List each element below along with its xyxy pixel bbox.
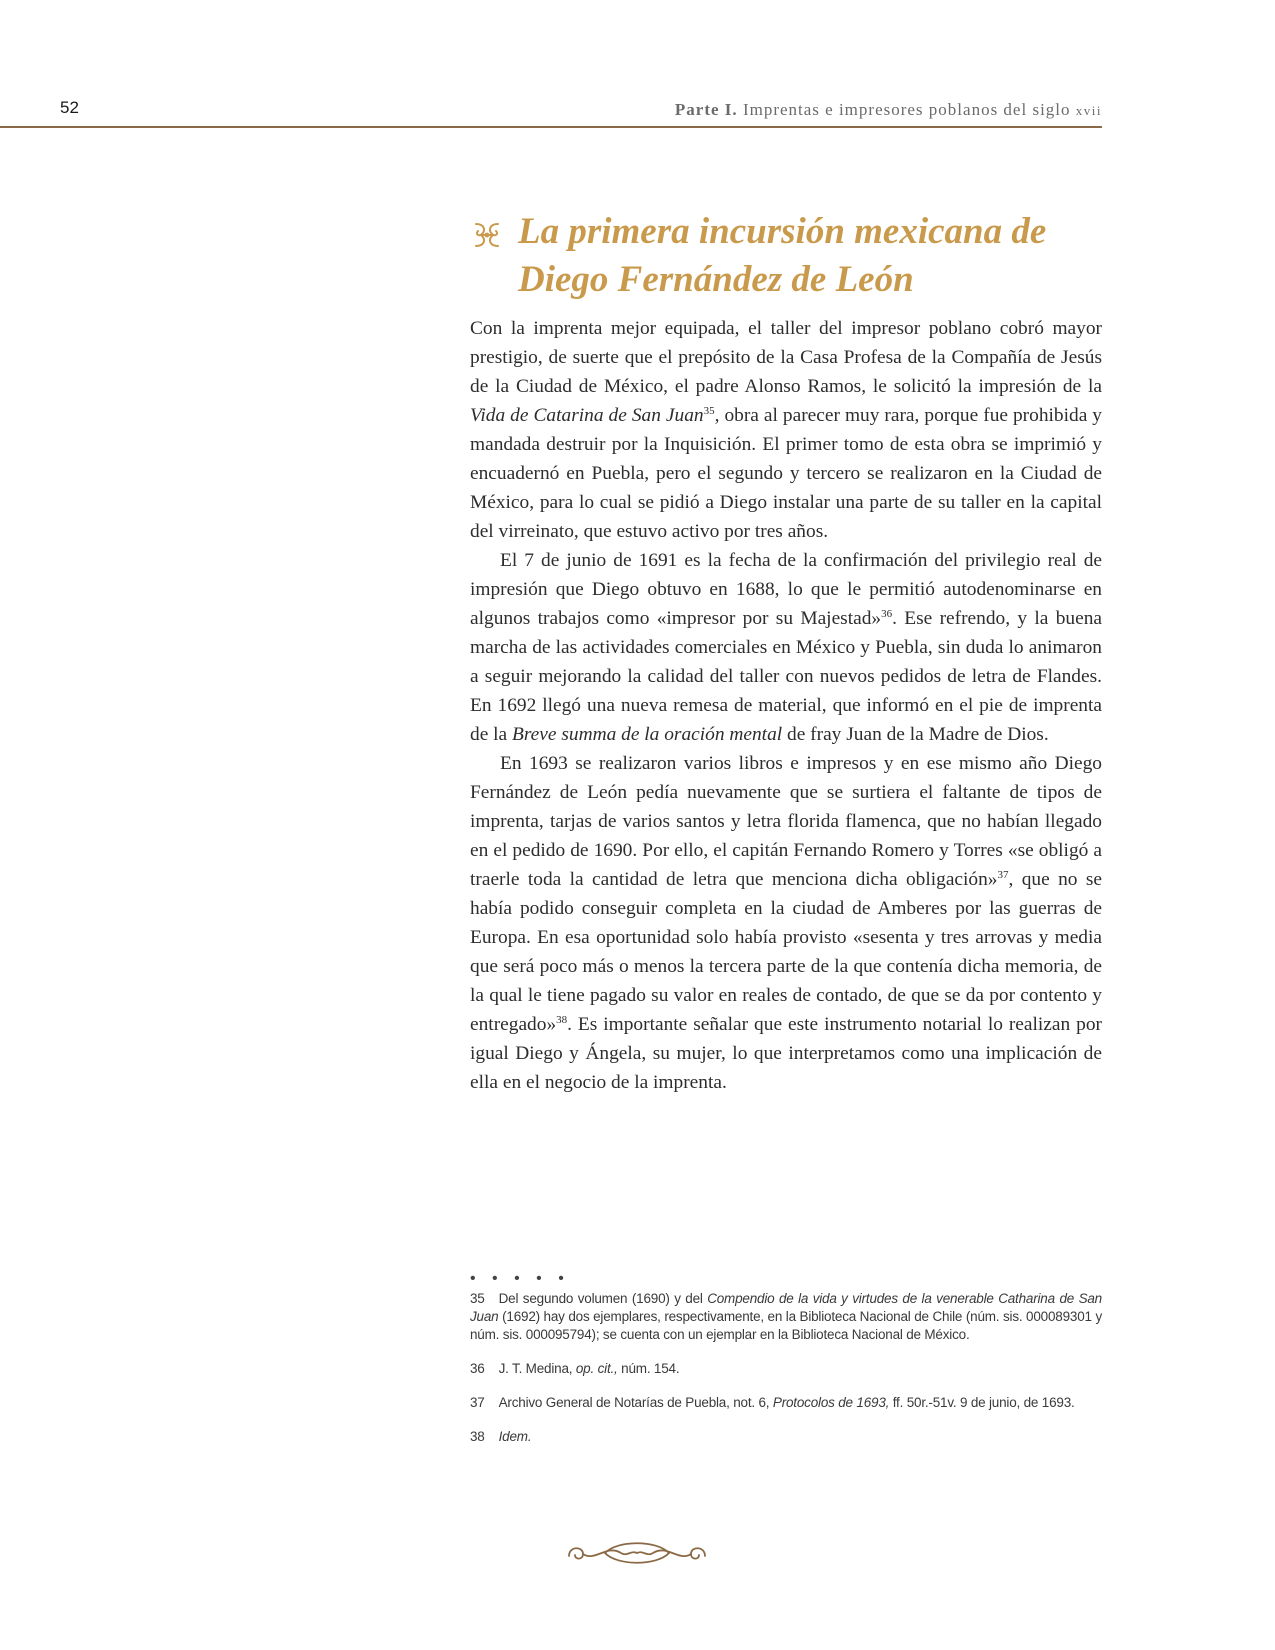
book-title: Breve summa de la oración mental [512,724,783,745]
footnote-separator: • • • • • [470,1270,570,1287]
footnotes [470,1270,1102,1462]
paragraph [470,546,1102,749]
body-text [470,314,1102,1097]
text-run: núm. 154. [617,1361,680,1376]
footnote-35 [470,1290,1102,1344]
page-number: 52 [60,98,79,117]
text-run: En 1693 se realizaron varios libros e impresos y en ese mismo año Diego Fernández de León pedía nuevamente que se surtiera el faltante de tipos de imprenta, tarjas de varios santos y letra florida flamenca, que no habían llegado en el pedido de 1690. Por ello, el capitán Fernando Romero y Torres «se obligó a traerle toda la cantidad de letra que menciona dicha obligación» [470,753,1102,890]
header-rule [0,126,1102,128]
text-run: ff. 50r.-51v. 9 de junio, de 1693. [889,1395,1075,1410]
running-head [675,100,1102,120]
footer-flourish-icon [565,1536,709,1570]
book-title: Vida de Catarina de San Juan [470,405,704,426]
fleuron-ornament-icon [470,218,504,252]
text-run: . Ese refrendo, y la buena marcha de las actividades comerciales en México y Puebla, sin duda lo animaron a seguir mejorando la calidad del taller con nuevos pedidos de letra de Flandes. En 1692 llegó una nueva remesa de material, que informó en el pie de imprenta de la [470,608,1102,745]
italic-run: Idem. [498,1429,532,1444]
footnote-37 [470,1394,1102,1412]
italic-run: op. cit., [575,1361,618,1376]
footnote-36 [470,1360,1102,1378]
text-run: Con la imprenta mejor equipada, el taller del impresor poblano cobró mayor prestigio, de suerte que el prepósito de la Casa Profesa de la Compañía de Jesús de la Ciudad de México, el padre Alonso Ramos, le solicitó la impresión de la [470,318,1102,397]
book-title: Compendio de la vida y virtudes de la venerable Catharina de San Juan [470,1291,1102,1324]
part-label: Parte I. [674,100,738,119]
footnote-number: 37 [470,1395,485,1410]
footnote-number: 38 [470,1429,485,1444]
footnote-ref: 36 [881,608,893,620]
text-run: J. T. Medina, [498,1361,576,1376]
century-label: xvii [1075,103,1102,118]
footnote-number: 35 [470,1291,485,1306]
text-run: de fray Juan de la Madre de Dios. [782,724,1049,745]
footnote-ref: 37 [997,869,1009,881]
text-run: Archivo General de Notarías de Puebla, not. 6, [498,1395,773,1410]
footnote-38 [470,1428,1102,1446]
text-run: . Es importante señalar que este instrumento notarial lo realizan por igual Diego y Ángela, su mujer, lo que interpretamos como una implicación de ella en el negocio de la imprenta. [470,1014,1102,1093]
section-heading [470,208,1110,304]
text-run: , que no se había podido conseguir completa en la ciudad de Amberes por las guerras de Europa. En esa oportunidad solo había provisto «sesenta y tres arrovas y media que será poco más o menos la tercera parte de la que contenía dicha memoria, de la qual le tiene pagado su valor en reales de contado, de que se da por contento y entregado» [470,869,1102,1035]
footnote-ref: 38 [556,1014,568,1026]
paragraph [470,314,1102,546]
text-run: , obra al parecer muy rara, porque fue prohibida y mandada destruir por la Inquisición. El primer tomo de esta obra se imprimió y encuadernó en Puebla, pero el segundo y tercero se realizaron en la Ciudad de México, para lo cual se pidió a Diego instalar una parte de su taller en la capital del virreinato, que estuvo activo por tres años. [470,405,1102,542]
footnote-ref: 35 [703,405,715,417]
running-title: Imprentas e impresores poblanos del siglo [742,100,1071,119]
footnote-number: 36 [470,1361,485,1376]
text-run: El 7 de junio de 1691 es la fecha de la confirmación del privilegio real de impresión que Diego obtuvo en 1688, lo que le permitió autodenominarse en algunos trabajos como «impresor por su Majestad» [470,550,1102,629]
section-title: La primera incursión mexicana de Diego Fernández de León [518,211,1047,300]
text-run: Del segundo volumen (1690) y del [498,1291,708,1306]
italic-run: Protocolos de 1693, [772,1395,890,1410]
text-run: (1692) hay dos ejemplares, respectivamente, en la Biblioteca Nacional de Chile (núm. sis. 000089301 y núm. sis. 000095794); se cuenta con un ejemplar en la Biblioteca Nacional de México. [470,1309,1102,1342]
paragraph [470,749,1102,1097]
page-header [0,88,1102,128]
